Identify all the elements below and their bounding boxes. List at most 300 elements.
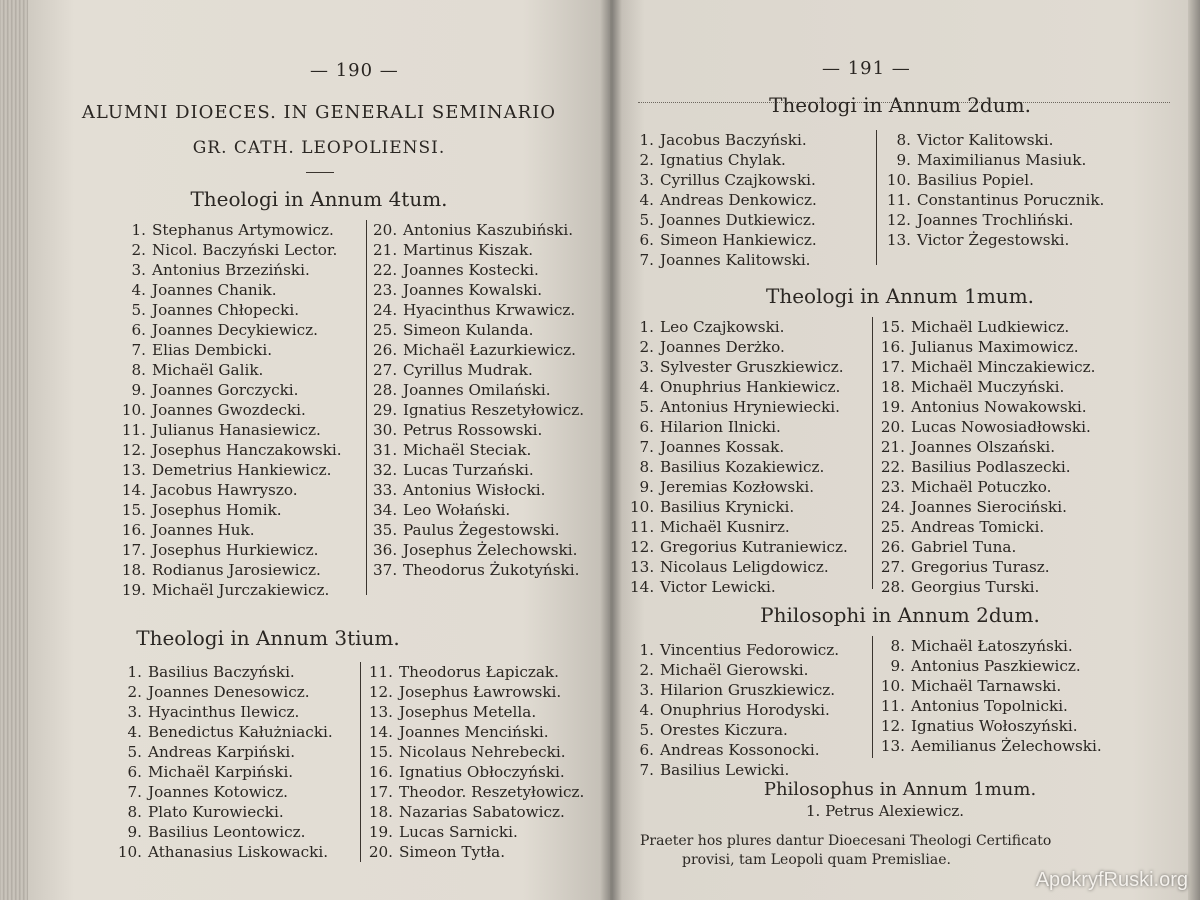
entry-number: 11. <box>630 518 655 536</box>
entry-name: Ignatius Wołoszyński. <box>911 717 1078 735</box>
entry-number: 29. <box>373 401 398 419</box>
list-item <box>879 716 1102 736</box>
entry-number: 7. <box>639 761 654 779</box>
entry-number: 9. <box>639 478 654 496</box>
entry-number: 1. <box>639 131 654 149</box>
footnote-line1: Praeter hos plures dantur Dioecesani Theologi Certificato <box>640 833 1052 849</box>
section-title: Philosophus in Annum 1mum. <box>763 779 1037 800</box>
list-item <box>879 656 1102 676</box>
entry-name: Joannes Chanik. <box>152 281 277 299</box>
list-item <box>630 640 839 660</box>
entry-name: Victor Żegestowski. <box>917 231 1070 249</box>
entry-number: 23. <box>880 478 905 496</box>
entry-name: Michaël Gierowski. <box>660 661 809 679</box>
list-item <box>879 736 1102 756</box>
list-item <box>367 722 584 742</box>
list-item <box>120 300 342 320</box>
entry-name: Julianus Maximowicz. <box>911 338 1079 356</box>
list-item <box>373 300 584 320</box>
page-edges-right <box>1188 0 1200 900</box>
list-item <box>883 170 1104 190</box>
entry-name: Joannes Gwozdecki. <box>152 401 306 419</box>
entry-number: 17. <box>880 358 905 376</box>
right-page <box>610 0 1190 900</box>
entry-name: Stephanus Artymowicz. <box>152 221 334 239</box>
entry-number: 15. <box>880 318 905 336</box>
entry-name: Lucas Nowosiadłowski. <box>911 418 1091 436</box>
entry-number: 5. <box>639 721 654 739</box>
list-item <box>120 360 342 380</box>
entry-number: 16. <box>880 338 905 356</box>
list-item <box>116 782 333 802</box>
entry-name: Plato Kurowiecki. <box>148 803 284 821</box>
entry-name: Gregorius Turasz. <box>911 558 1050 576</box>
list-item <box>116 662 333 682</box>
list-item <box>630 740 839 760</box>
list-item <box>630 760 839 780</box>
entry-name: Theodorus Żukotyński. <box>403 561 580 579</box>
entry-number: 28. <box>880 578 905 596</box>
list-item <box>630 417 848 437</box>
entry-name: Michaël Muczyński. <box>911 378 1065 396</box>
entry-number: 17. <box>121 541 146 559</box>
entry-number: 7. <box>639 438 654 456</box>
name-list <box>630 317 848 597</box>
entry-name: Aemilianus Żelechowski. <box>911 737 1102 755</box>
entry-number: 11. <box>121 421 146 439</box>
section-title: Theologi in Annum 4tum. <box>190 187 448 211</box>
entry-name: Jacobus Baczyński. <box>660 131 807 149</box>
list-item <box>630 230 817 250</box>
list-item <box>367 662 584 682</box>
entry-number: 2. <box>131 241 146 259</box>
section-title: Theologi in Annum 3tium. <box>136 626 400 650</box>
list-item <box>373 340 584 360</box>
name-list <box>116 662 333 862</box>
entry-number: 13. <box>886 231 911 249</box>
list-item <box>120 380 342 400</box>
list-item <box>120 520 342 540</box>
list-item <box>116 682 333 702</box>
entry-number: 30. <box>373 421 398 439</box>
entry-name: Joannes Olszański. <box>911 438 1056 456</box>
entry-name: Joannes Kowalski. <box>403 281 543 299</box>
list-item <box>373 480 584 500</box>
entry-number: 1. <box>127 663 142 681</box>
entry-name: Joannes Gorczycki. <box>152 381 299 399</box>
list-item <box>373 420 584 440</box>
book-gutter <box>600 0 622 900</box>
list-item <box>373 320 584 340</box>
entry-number: 18. <box>121 561 146 579</box>
list-item <box>879 577 1095 597</box>
entry-name: Benedictus Kałużniacki. <box>148 723 333 741</box>
entry-number: 8. <box>890 637 905 655</box>
entry-number: 35. <box>373 521 398 539</box>
entry-name: Ignatius Obłoczyński. <box>399 763 565 781</box>
entry-name: Antonius Brzeziński. <box>152 261 310 279</box>
list-item <box>630 317 848 337</box>
entry-name: Julianus Hanasiewicz. <box>152 421 321 439</box>
list-item <box>630 660 839 680</box>
list-item <box>373 240 584 260</box>
entry-number: 27. <box>373 361 398 379</box>
list-item <box>879 377 1095 397</box>
entry-number: 6. <box>639 418 654 436</box>
entry-name: Joannes Denesowicz. <box>148 683 310 701</box>
entry-number: 2. <box>127 683 142 701</box>
list-item <box>373 220 584 240</box>
list-item <box>373 560 584 580</box>
name-list <box>366 220 584 595</box>
entry-name: Antonius Hryniewiecki. <box>660 398 840 416</box>
list-item <box>367 762 584 782</box>
entry-number: 13. <box>121 461 146 479</box>
list-item <box>883 190 1104 210</box>
entry-number: 32. <box>373 461 398 479</box>
entry-name: Hilarion Ilnicki. <box>660 418 781 436</box>
entry-number: 3. <box>131 261 146 279</box>
entry-name: Rodianus Jarosiewicz. <box>152 561 321 579</box>
entry-name: Simeon Kulanda. <box>403 321 534 339</box>
list-item <box>373 280 584 300</box>
page-number: — 191 — <box>822 58 911 79</box>
entry-name: Joannes Kostecki. <box>403 261 539 279</box>
entry-name: Athanasius Liskowacki. <box>148 843 329 861</box>
entry-name: Joannes Sierociński. <box>911 498 1067 516</box>
list-item <box>630 150 817 170</box>
list-item <box>879 437 1095 457</box>
name-list <box>630 130 817 270</box>
entry-number: 1. <box>639 318 654 336</box>
entry-number: 8. <box>896 131 911 149</box>
entry-number: 3. <box>127 703 142 721</box>
list-item <box>879 397 1095 417</box>
list-item <box>630 337 848 357</box>
entry-number: 14. <box>630 578 655 596</box>
list-item <box>883 210 1104 230</box>
list-item <box>120 460 342 480</box>
name-list <box>360 662 584 862</box>
list-item <box>116 742 333 762</box>
entry-name: Joannes Huk. <box>152 521 255 539</box>
entry-number: 4. <box>639 378 654 396</box>
entry-name: Simeon Hankiewicz. <box>660 231 817 249</box>
entry-name: Joannes Omilański. <box>403 381 551 399</box>
entry-name: Orestes Kiczura. <box>660 721 788 739</box>
entry-name: Victor Kalitowski. <box>917 131 1054 149</box>
list-item <box>367 822 584 842</box>
list-item <box>630 397 848 417</box>
entry-number: 20. <box>880 418 905 436</box>
entry-name: Andreas Kossonocki. <box>660 741 820 759</box>
list-item <box>630 557 848 577</box>
entry-name: Josephus Ławrowski. <box>399 683 562 701</box>
entry-name: Maximilianus Masiuk. <box>917 151 1087 169</box>
entry-number: 2. <box>639 151 654 169</box>
entry-number: 3. <box>639 171 654 189</box>
entry-number: 12. <box>886 211 911 229</box>
entry-number: 14. <box>368 723 393 741</box>
entry-name: Elias Dembicki. <box>152 341 273 359</box>
entry-number: 4. <box>131 281 146 299</box>
entry-name: Andreas Tomicki. <box>911 518 1045 536</box>
entry-name: Michaël Łazurkiewicz. <box>403 341 576 359</box>
section-title: Philosophi in Annum 2dum. <box>760 603 1040 627</box>
entry-name: Martinus Kiszak. <box>403 241 534 259</box>
list-item <box>120 580 342 600</box>
entry-name: Paulus Żegestowski. <box>403 521 560 539</box>
entry-number: 21. <box>373 241 398 259</box>
entry-name: Leo Wołański. <box>403 501 511 519</box>
entry-number: 21. <box>880 438 905 456</box>
entry-name: Basilius Lewicki. <box>660 761 790 779</box>
entry-number: 10. <box>880 677 905 695</box>
list-item <box>630 250 817 270</box>
entry-name: Theodorus Łapiczak. <box>399 663 559 681</box>
entry-number: 7. <box>639 251 654 269</box>
entry-number: 9. <box>127 823 142 841</box>
entry-name: Joannes Kalitowski. <box>660 251 811 269</box>
entry-number: 9. <box>896 151 911 169</box>
entry-number: 10. <box>630 498 655 516</box>
name-list <box>630 640 839 780</box>
entry-number: 28. <box>373 381 398 399</box>
entry-name: Michaël Potuczko. <box>911 478 1052 496</box>
entry-name: Hyacinthus Krwawicz. <box>403 301 576 319</box>
entry-number: 1. <box>131 221 146 239</box>
list-item <box>373 400 584 420</box>
entry-name: Cyrillus Czajkowski. <box>660 171 816 189</box>
entry-number: 9. <box>131 381 146 399</box>
entry-name: Constantinus Porucznik. <box>917 191 1105 209</box>
left-page <box>28 0 610 900</box>
entry-name: Michaël Jurczakiewicz. <box>152 581 330 599</box>
entry-name: Hyacinthus Ilewicz. <box>148 703 300 721</box>
entry-number: 18. <box>368 803 393 821</box>
entry-name: Basilius Podlaszecki. <box>911 458 1071 476</box>
list-item <box>879 517 1095 537</box>
entry-number: 3. <box>639 358 654 376</box>
list-item <box>879 357 1095 377</box>
list-item <box>373 360 584 380</box>
name-list <box>120 220 342 600</box>
entry-number: 24. <box>880 498 905 516</box>
entry-number: 15. <box>121 501 146 519</box>
entry-number: 25. <box>880 518 905 536</box>
list-item <box>116 842 333 862</box>
entry-number: 10. <box>121 401 146 419</box>
list-item <box>630 537 848 557</box>
entry-name: Vincentius Fedorowicz. <box>660 641 840 659</box>
list-item <box>120 500 342 520</box>
entry-number: 19. <box>880 398 905 416</box>
entry-number: 8. <box>127 803 142 821</box>
entry-number: 20. <box>368 843 393 861</box>
entry-number: 10. <box>117 843 142 861</box>
entry-name: Onuphrius Hankiewicz. <box>660 378 841 396</box>
entry-name: Victor Lewicki. <box>660 578 776 596</box>
list-item <box>879 557 1095 577</box>
list-item <box>630 700 839 720</box>
entry-name: Simeon Tytła. <box>399 843 506 861</box>
entry-name: Petrus Rossowski. <box>403 421 543 439</box>
entry-name: Ignatius Chylak. <box>660 151 786 169</box>
entry-number: 12. <box>121 441 146 459</box>
list-item <box>367 782 584 802</box>
entry-number: 22. <box>373 261 398 279</box>
list-item <box>630 517 848 537</box>
entry-number: 8. <box>639 458 654 476</box>
entry-name: Joannes Kossak. <box>660 438 785 456</box>
entry-name: Michaël Karpiński. <box>148 763 294 781</box>
entry-name: Joannes Chłopecki. <box>152 301 300 319</box>
list-item <box>630 377 848 397</box>
entry-number: 27. <box>880 558 905 576</box>
entry-number: 26. <box>373 341 398 359</box>
list-item <box>883 130 1104 150</box>
list-item <box>630 357 848 377</box>
entry-number: 13. <box>630 558 655 576</box>
list-item <box>120 260 342 280</box>
entry-number: 31. <box>373 441 398 459</box>
name-list <box>872 317 1096 596</box>
list-item <box>120 240 342 260</box>
entry-number: 10. <box>886 171 911 189</box>
list-item <box>116 722 333 742</box>
list-item <box>367 742 584 762</box>
entry-number: 4. <box>127 723 142 741</box>
entry-name: Cyrillus Mudrak. <box>403 361 533 379</box>
list-item <box>879 417 1095 437</box>
name-list <box>876 130 1104 265</box>
entry-number: 11. <box>368 663 393 681</box>
list-item <box>879 537 1095 557</box>
list-item <box>116 762 333 782</box>
list-item <box>630 497 848 517</box>
entry-number: 12. <box>368 683 393 701</box>
entry-number: 11. <box>880 697 905 715</box>
entry-number: 23. <box>373 281 398 299</box>
entry-number: 6. <box>127 763 142 781</box>
entry-name: Gabriel Tuna. <box>911 538 1017 556</box>
entry-number: 6. <box>131 321 146 339</box>
entry-name: Basilius Leontowicz. <box>148 823 306 841</box>
entry-name: Joannes Kotowicz. <box>148 783 288 801</box>
entry-number: 26. <box>880 538 905 556</box>
entry-name: Gregorius Kutraniewicz. <box>660 538 848 556</box>
entry-number: 5. <box>639 211 654 229</box>
entry-name: Josephus Hurkiewicz. <box>152 541 319 559</box>
entry-name: Michaël Tarnawski. <box>911 677 1062 695</box>
entry-name: Josephus Żelechowski. <box>403 541 578 559</box>
entry-number: 33. <box>373 481 398 499</box>
entry-number: 15. <box>368 743 393 761</box>
entry-number: 5. <box>127 743 142 761</box>
list-item <box>373 440 584 460</box>
list-item <box>116 702 333 722</box>
entry-name: Nicolaus Leligdowicz. <box>660 558 829 576</box>
entry-name: Basilius Popiel. <box>917 171 1034 189</box>
list-item <box>367 802 584 822</box>
list-item <box>879 337 1095 357</box>
list-item <box>373 380 584 400</box>
entry-name: Josephus Metella. <box>399 703 537 721</box>
entry-name: Lucas Sarnicki. <box>399 823 518 841</box>
entry-number: 34. <box>373 501 398 519</box>
entry-name: Michaël Minczakiewicz. <box>911 358 1096 376</box>
entry-name: Michaël Łatoszyński. <box>911 637 1073 655</box>
entry-name: Michaël Kusnirz. <box>660 518 790 536</box>
list-item <box>120 540 342 560</box>
entry-name: Joannes Dutkiewicz. <box>660 211 816 229</box>
entry-number: 2. <box>639 338 654 356</box>
entry-number: 13. <box>368 703 393 721</box>
entry-number: 5. <box>131 301 146 319</box>
entry-name: Antonius Topolnicki. <box>911 697 1068 715</box>
entry-name: Jeremias Kozłowski. <box>660 478 815 496</box>
list-item <box>630 210 817 230</box>
page-edges-left <box>0 0 28 900</box>
list-item <box>630 720 839 740</box>
entry-number: 36. <box>373 541 398 559</box>
entry-number: 25. <box>373 321 398 339</box>
entry-number: 9. <box>890 657 905 675</box>
entry-name: Joannes Trochliński. <box>917 211 1074 229</box>
page-heading-line2: GR. CATH. LEOPOLIENSI. <box>192 138 446 158</box>
entry-name: Ignatius Reszetyłowicz. <box>403 401 585 419</box>
page-number: — 190 — <box>310 60 399 81</box>
list-item <box>116 822 333 842</box>
list-item <box>630 577 848 597</box>
entry-name: Hilarion Gruszkiewicz. <box>660 681 836 699</box>
list-item <box>120 400 342 420</box>
entry-number: 4. <box>639 191 654 209</box>
entry-number: 37. <box>373 561 398 579</box>
entry-number: 19. <box>121 581 146 599</box>
entry-name: Lucas Turzański. <box>403 461 534 479</box>
list-item <box>630 457 848 477</box>
entry-name: Andreas Karpiński. <box>148 743 296 761</box>
list-item <box>373 520 584 540</box>
list-item <box>120 340 342 360</box>
list-item <box>883 230 1104 250</box>
entry-name: Onuphrius Horodyski. <box>660 701 830 719</box>
entry-number: 8. <box>131 361 146 379</box>
entry-name: Leo Czajkowski. <box>660 318 785 336</box>
footnote-line2: provisi, tam Leopoli quam Premisliae. <box>682 852 951 868</box>
list-item <box>630 437 848 457</box>
list-item <box>120 440 342 460</box>
list-item <box>879 636 1102 656</box>
entry-number: 18. <box>880 378 905 396</box>
entry-number: 3. <box>639 681 654 699</box>
entry-name: Michaël Steciak. <box>403 441 532 459</box>
list-item <box>373 540 584 560</box>
list-item <box>373 260 584 280</box>
entry-name: Antonius Nowakowski. <box>911 398 1087 416</box>
entry-name: Joannes Derżko. <box>660 338 785 356</box>
page-heading-line1: ALUMNI DIOECES. IN GENERALI SEMINARIO <box>81 102 557 123</box>
entry-name: Michaël Galik. <box>152 361 264 379</box>
list-item <box>373 500 584 520</box>
entry-number: 2. <box>639 661 654 679</box>
list-item <box>630 170 817 190</box>
entry-name: Antonius Paszkiewicz. <box>911 657 1081 675</box>
entry-number: 7. <box>131 341 146 359</box>
entry-name: Basilius Kozakiewicz. <box>660 458 825 476</box>
list-item <box>120 320 342 340</box>
